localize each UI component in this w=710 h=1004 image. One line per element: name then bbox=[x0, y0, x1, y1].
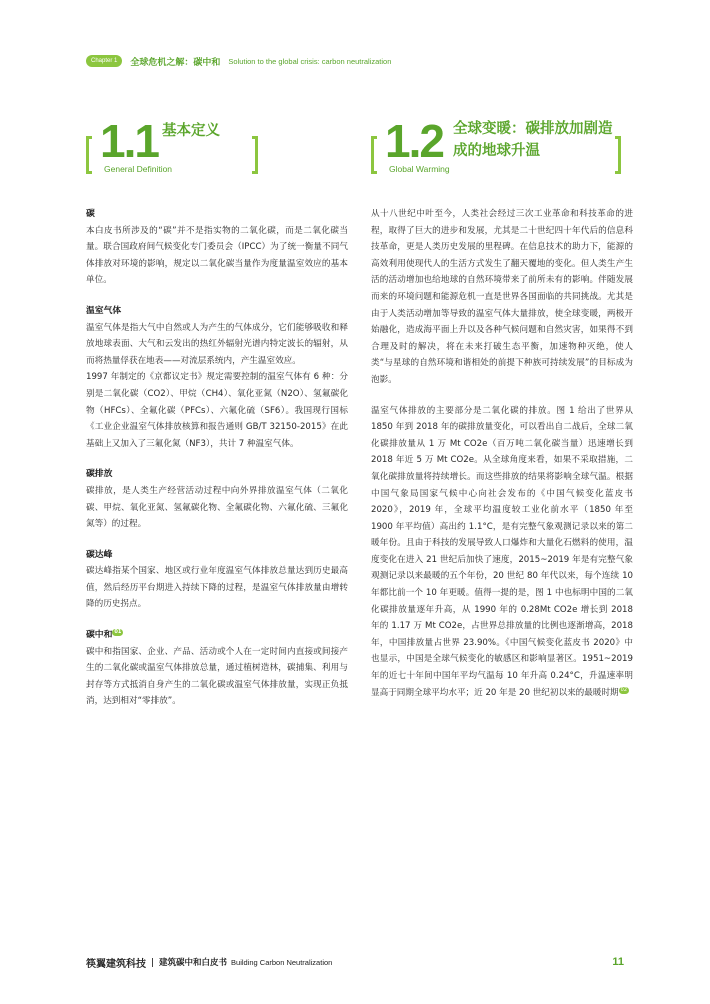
page-header bbox=[86, 55, 391, 67]
term-text: 碳中和 bbox=[86, 630, 113, 641]
term-heading: 温室气体 bbox=[86, 305, 122, 316]
section-title-en: General Definition bbox=[104, 164, 173, 174]
bracket-right-decoration bbox=[615, 136, 621, 174]
definition-paragraph: 碳排放，是人类生产经营活动过程中向外界排放温室气体（二氧化碳、甲烷、氧化亚氮、氢氟碳化物、全氟碳化物、六氟化硫、三氟化氮等）的过程。 bbox=[86, 485, 348, 530]
footnote-marker[interactable]: 02 bbox=[620, 686, 628, 693]
section-heading-1-2 bbox=[371, 115, 631, 180]
section-title-cn: 全球变暖：碳排放加剧造成的地球升温 bbox=[453, 121, 613, 159]
definition-paragraph: 碳达峰指某个国家、地区或行业年度温室气体排放总量达到历史最高值，然后经历平台期进入持续下降的过程，是温室气体排放量由增转降的历史拐点。 bbox=[86, 566, 348, 610]
definition-paragraph: 本白皮书所涉及的“碳”并不是指实物的二氧化碳，而是二氧化碳当量。联合国政府间气候变化专门委员会（IPCC）为了统一衡量不同气体排放对环境的影响，规定以二氧化碳当量作为度量温室效应的基本单位。 bbox=[86, 225, 348, 286]
left-column bbox=[86, 206, 348, 710]
definition-paragraph: 1997 年制定的《京都议定书》规定需要控制的温室气体有 6 种：分别是二氧化碳（CO2）、甲烷（CH4）、氧化亚氮（N2O）、氢氟碳化物（HFCs）、全氟化碳（PFCs）、六氟化硫（SF6）。我国现行国标《工业企业温室气体排放核算和报告通则 GB/T 32150-2015》在此基础上又加入了三氟化氮（NF3），共计 7 种温室气体。 bbox=[86, 372, 348, 449]
chapter-title-cn: 全球危机之解：碳中和 bbox=[130, 57, 221, 68]
term-heading: 碳达峰 bbox=[86, 549, 113, 560]
term-heading: 碳 bbox=[86, 209, 95, 219]
chapter-title-en: Solution to the global crisis: carbon neutralization bbox=[228, 56, 392, 66]
definition-paragraph: 碳中和指国家、企业、产品、活动或个人在一定时间内直接或间接产生的二氧化碳或温室气体排放总量，通过植树造林，碳捕集、利用与封存等方式抵消自身产生的二氧化碳或温室气体排放量，实现正负抵消，达到相对“零排放”。 bbox=[86, 646, 348, 707]
section-title-en: Global Warming bbox=[389, 164, 450, 174]
page-number: 11 bbox=[612, 956, 624, 968]
body-paragraph-with-note bbox=[371, 403, 633, 702]
publication-title-en: Building Carbon Neutralization bbox=[231, 957, 333, 967]
page-footer bbox=[86, 955, 624, 969]
section-number: 1.1 bbox=[100, 115, 158, 167]
bracket-left-decoration bbox=[86, 136, 92, 174]
publication-title-cn: 建筑碳中和白皮书 bbox=[159, 958, 228, 968]
footnote-marker[interactable]: 01 bbox=[114, 629, 122, 636]
brand-logo-text: 筷翼建筑科技 bbox=[86, 958, 146, 970]
footer-divider bbox=[152, 958, 153, 967]
term-heading: 碳排放 bbox=[86, 469, 113, 480]
right-column bbox=[371, 206, 633, 701]
term-heading-with-note bbox=[86, 627, 348, 644]
section-heading-1-1 bbox=[86, 115, 266, 180]
body-text: 温室气体排放的主要部分是二氧化碳的排放。图 1 给出了世界从 1850 年到 2018 年的碳排放量变化，可以看出自二战后，全球二氧化碳排放量从 1 万 Mt CO2e（百万吨二氧化碳当量）迅速增长到 2018 年近 5 万 Mt CO2e。从全球角度来看，如果不采取措施，二氧化碳排放量将持续增长。而这些排放的结果将影响全球气温。根据中国气象局国家气候中心向社会发布的《中国气候变化蓝皮书 2020》，2019 年，全球平均温度较工业化前水平（1850 年至 1900 年平均值）高出约 1.1°C，是有完整气象观测记录以来的第二暖年份。且由于科技的发展导致人口爆炸和大量化石燃料的使用，温度变化在进入 21 世纪后加快了速度，2015~2019 年是有完整气象观测记录以来最暖的五个年份，20 世纪 80 年代以来，每个连续 10 年都比前一个 10 年更暖。值得一提的是，图 1 中也标明中国的二氧化碳排放量逐年升高，从 1990 年的 0.28Mt CO2e 增长到 2018 年的 1.17 万 Mt CO2e，占世界总排放量的比例也逐渐增高，2018 年，中国排放量占世界 23.90%。《中国气候变化蓝皮书 2020》中也显示，中国是全球气候变化的敏感区和影响显著区。1951~2019 年的近七十年间中国年平均气温每 10 年升高 0.24°C，升温速率明显高于同期全球平均水平；近 20 年是 20 世纪初以来的最暖时期 bbox=[371, 405, 633, 698]
section-number: 1.2 bbox=[385, 115, 443, 167]
section-title-cn: 基本定义 bbox=[162, 123, 220, 139]
chapter-badge: Chapter 1 bbox=[86, 55, 122, 67]
body-paragraph: 从十八世纪中叶至今，人类社会经过三次工业革命和科技革命的进程，取得了巨大的进步和发展，尤其是二十世纪四十年代后的信息科技革命，更是人类历史发展的里程碑。在信息技术的助力下，能源的高效利用使现代人的生活方式发生了翻天覆地的变化。但人类生产生活的活动增加也给地球的自然环境带来了前所未有的影响。伴随发展而来的环境问题和能源危机一直是世界各国面临的共同挑战。尤其是由于人类活动增加等导致的温室气体大量排放，使全球变暖，两极开始融化，造成海平面上升以及各种气候问题和自然灾害，如果得不到合理及时的解决，将在未来打破生态平衡，加速物种灭绝，使人类“与星球的自然环境和谐相处的前提下种族可持续发展”的目标成为泡影。 bbox=[371, 209, 633, 385]
bracket-right-decoration bbox=[252, 136, 258, 174]
bracket-left-decoration bbox=[371, 136, 377, 174]
definition-paragraph: 温室气体是指大气中自然或人为产生的气体成分，它们能够吸收和释放地球表面、大气和云发出的热红外辐射光谱内特定波长的辐射，从而将热量俘获在地表——对流层系统内，产生温室效应。 bbox=[86, 322, 348, 366]
